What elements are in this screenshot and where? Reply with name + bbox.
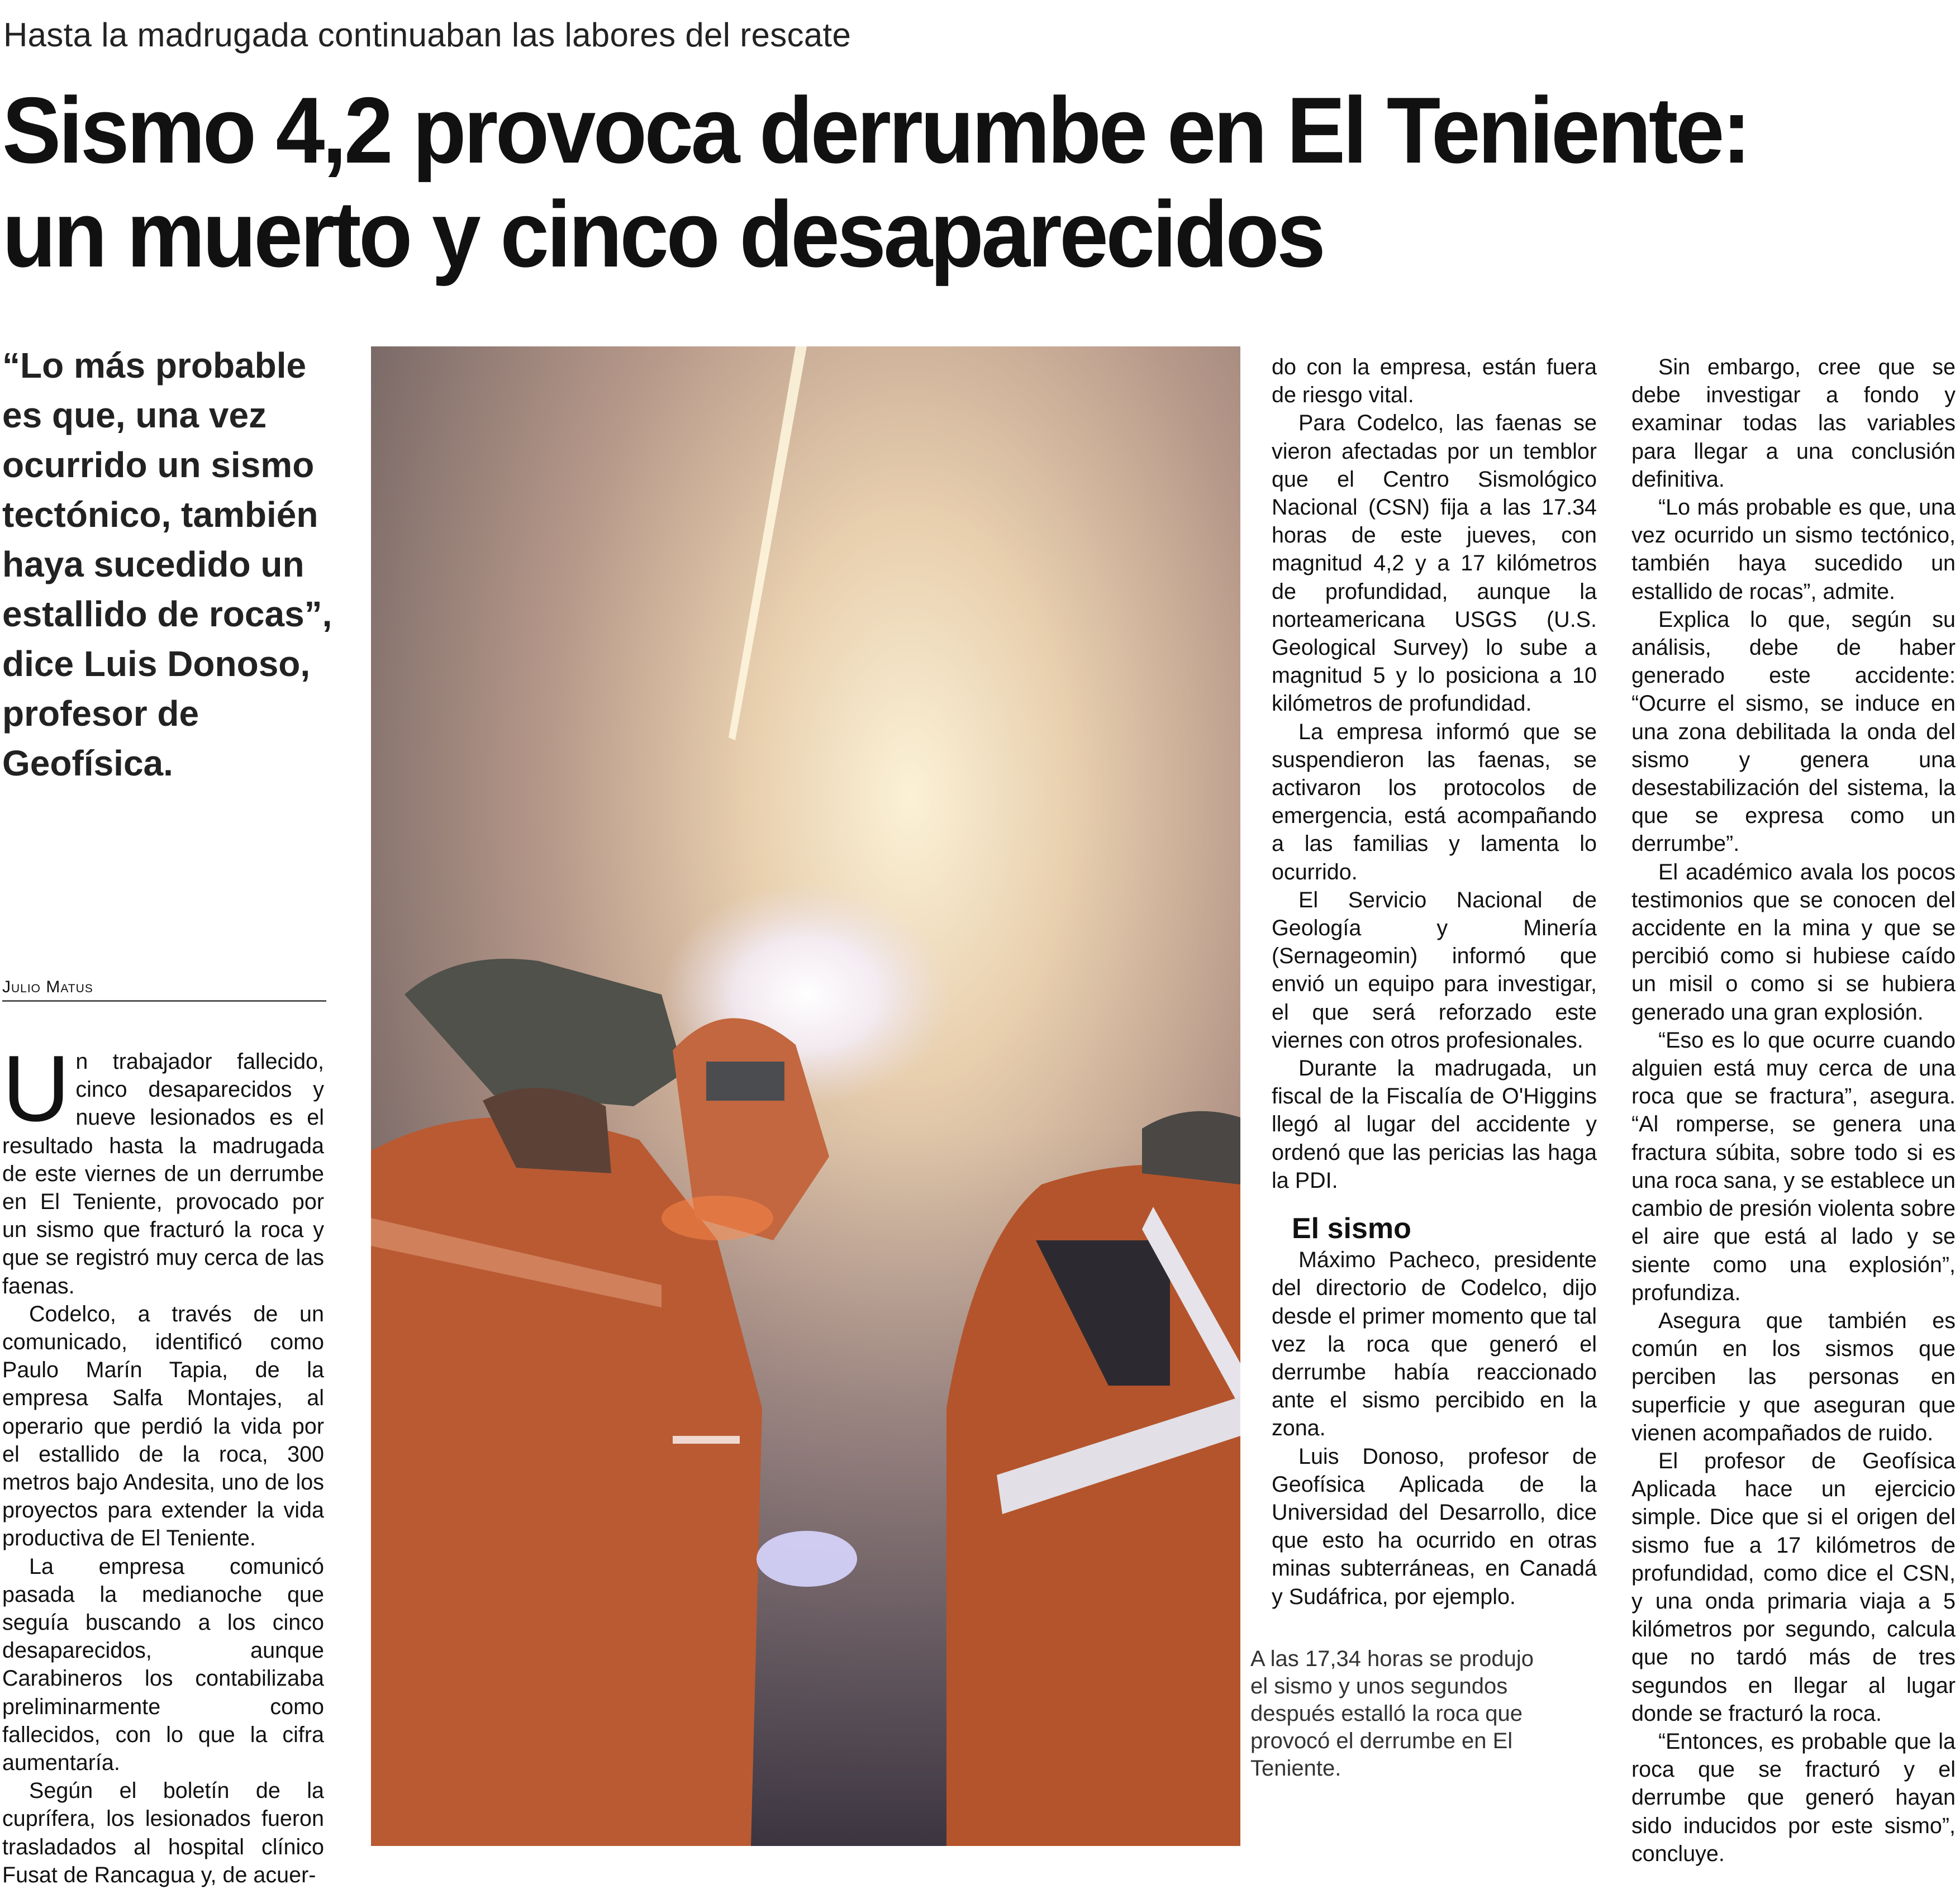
article-paragraph: Para Codelco, las faenas se vieron afectadas por un temblor que el Centro Sismológico Nacional (CSN) fija a las 17.34 horas de este jueves, con magnitud 4,2 y a 17 kilómetros de profundidad, aunque la norteamericana USGS (U.S. Geological Survey) lo sube a magnitud 5 y lo posiciona a 10 kilómetros de profundidad.	[1272, 411, 1597, 716]
article-paragraph: “Entonces, es probable que la roca que se fracturó y el derrumbe que generó hayan sido inducidos por este sismo”, concluye.	[1631, 1729, 1956, 1866]
article-paragraph: do con la empresa, están fuera de riesgo vital.	[1272, 355, 1597, 408]
article-paragraph: Máximo Pacheco, presidente del directorio de Codelco, dijo desde el primer momento que tal vez la roca que generó el derrumbe había reaccionado ante el sismo percibido en la zona.	[1272, 1248, 1597, 1441]
drop-cap: U	[2, 1036, 70, 1141]
article-paragraph: Un trabajador fallecido, cinco desaparecidos y nueve lesionados es el resultado hasta la madrugada de este viernes de un derrumbe en El Teniente, provocado por un sismo que fracturó la roca y que se registró muy cerca de las faenas.	[2, 1036, 324, 1298]
article-paragraph: Sin embargo, cree que se debe investigar a fondo y examinar todas las variables para llegar a una conclusión definitiva.	[1631, 355, 1956, 492]
article-paragraph: El profesor de Geofísica Aplicada hace un ejercicio simple. Dice que si el origen del sismo fue a 17 kilómetros de profundidad, como dice el CSN, y una onda primaria viaja a 5 kilómetros por segundo, calcula que no tardó más de tres segundos en llegar al lugar donde se fracturó la roca.	[1631, 1448, 1956, 1726]
news-photo	[371, 346, 1240, 1846]
kicker: Hasta la madrugada continuaban las labores del rescate	[3, 16, 851, 54]
article-paragraph: Según el boletín de la cuprífera, los lesionados fueron trasladados al hospital clínico Fusat de Rancagua y, de acuer-	[2, 1778, 324, 1887]
byline: Julio Matus	[2, 978, 326, 1002]
article-paragraph: Luis Donoso, profesor de Geofísica Aplicada de la Universidad del Desarrollo, dice que esto ha ocurrido en otras minas subterráneas, en Canadá y Sudáfrica, por ejemplo.	[1272, 1444, 1597, 1609]
article-paragraph: Explica lo que, según su análisis, debe de haber generado este accidente: “Ocurre el sismo, se induce en una zona debilitada la onda del sismo y genera una desestabilización del sistema, la que se expresa como un derrumbe”.	[1631, 607, 1956, 857]
article-paragraph: La empresa comunicó pasada la medianoche que seguía buscando a los cinco desaparecidos, aunque Carabineros los contabilizaba preliminarmente como fallecidos, con lo que la cifra aumentaría.	[2, 1554, 324, 1776]
headline-line-1: Sismo 4,2 provoca derrumbe en El Teniente:	[2, 78, 1749, 183]
article-column-1	[2, 1036, 324, 1889]
article-column-4	[1631, 353, 1956, 1868]
article-paragraph: “Eso es lo que ocurre cuando alguien está muy cerca de una roca que se fractura”, asegura. “Al romperse, se genera una fractura súbita, sobre todo si es una roca sana, y se establece un cambio de presión violenta sobre el aire que está al lado y se siente como una explosión”, profundiza.	[1631, 1027, 1956, 1305]
section-subhead: El sismo	[1292, 1212, 1411, 1245]
article-paragraph: El académico avala los pocos testimonios que se conocen del accidente en la mina y que se percibió como si hubiese caído un misil o como si se hubiera generado una gran explosión.	[1631, 859, 1956, 1025]
headline	[2, 78, 1830, 286]
article-paragraph: Codelco, a través de un comunicado, identificó como Paulo Marín Tapia, de la empresa Salfa Montajes, al operario que perdió la vida por el estallido de la roca, 300 metros bajo Andesita, uno de los proyectos para extender la vida productiva de El Teniente.	[2, 1301, 324, 1551]
article-paragraph: “Lo más probable es que, una vez ocurrido un sismo tectónico, también haya sucedido un estallido de rocas”, admite.	[1631, 495, 1956, 604]
article-paragraph: Asegura que también es común en los sismos que perciben las personas en superficie y que aseguran que vienen acompañados de ruido.	[1631, 1308, 1956, 1445]
article-column-3	[1272, 353, 1597, 1611]
article-paragraph: El Servicio Nacional de Geología y Minería (Sernageomin) informó que envió un equipo para investigar, el que será reforzado este viernes con otros profesionales.	[1272, 887, 1597, 1053]
article-paragraph: Durante la madrugada, un fiscal de la Fiscalía de O'Higgins llegó al lugar del accidente y ordenó que las pericias las haga la PDI.	[1272, 1056, 1597, 1193]
photo-caption: A las 17,34 horas se produjo el sismo y unos segundos después estalló la roca que provocó el derrumbe en El Teniente.	[1250, 1647, 1534, 1781]
pull-quote: “Lo más probable es que, una vez ocurrido un sismo tectónico, también haya sucedido un estallido de rocas”, dice Luis Donoso, profesor de Geofísica.	[2, 345, 332, 783]
headline-line-2: un muerto y cinco desaparecidos	[2, 182, 1324, 287]
article-paragraph: La empresa informó que se suspendieron las faenas, se activaron los protocolos de emergencia, está acompañando a las familias y lamenta lo ocurrido.	[1272, 719, 1597, 884]
